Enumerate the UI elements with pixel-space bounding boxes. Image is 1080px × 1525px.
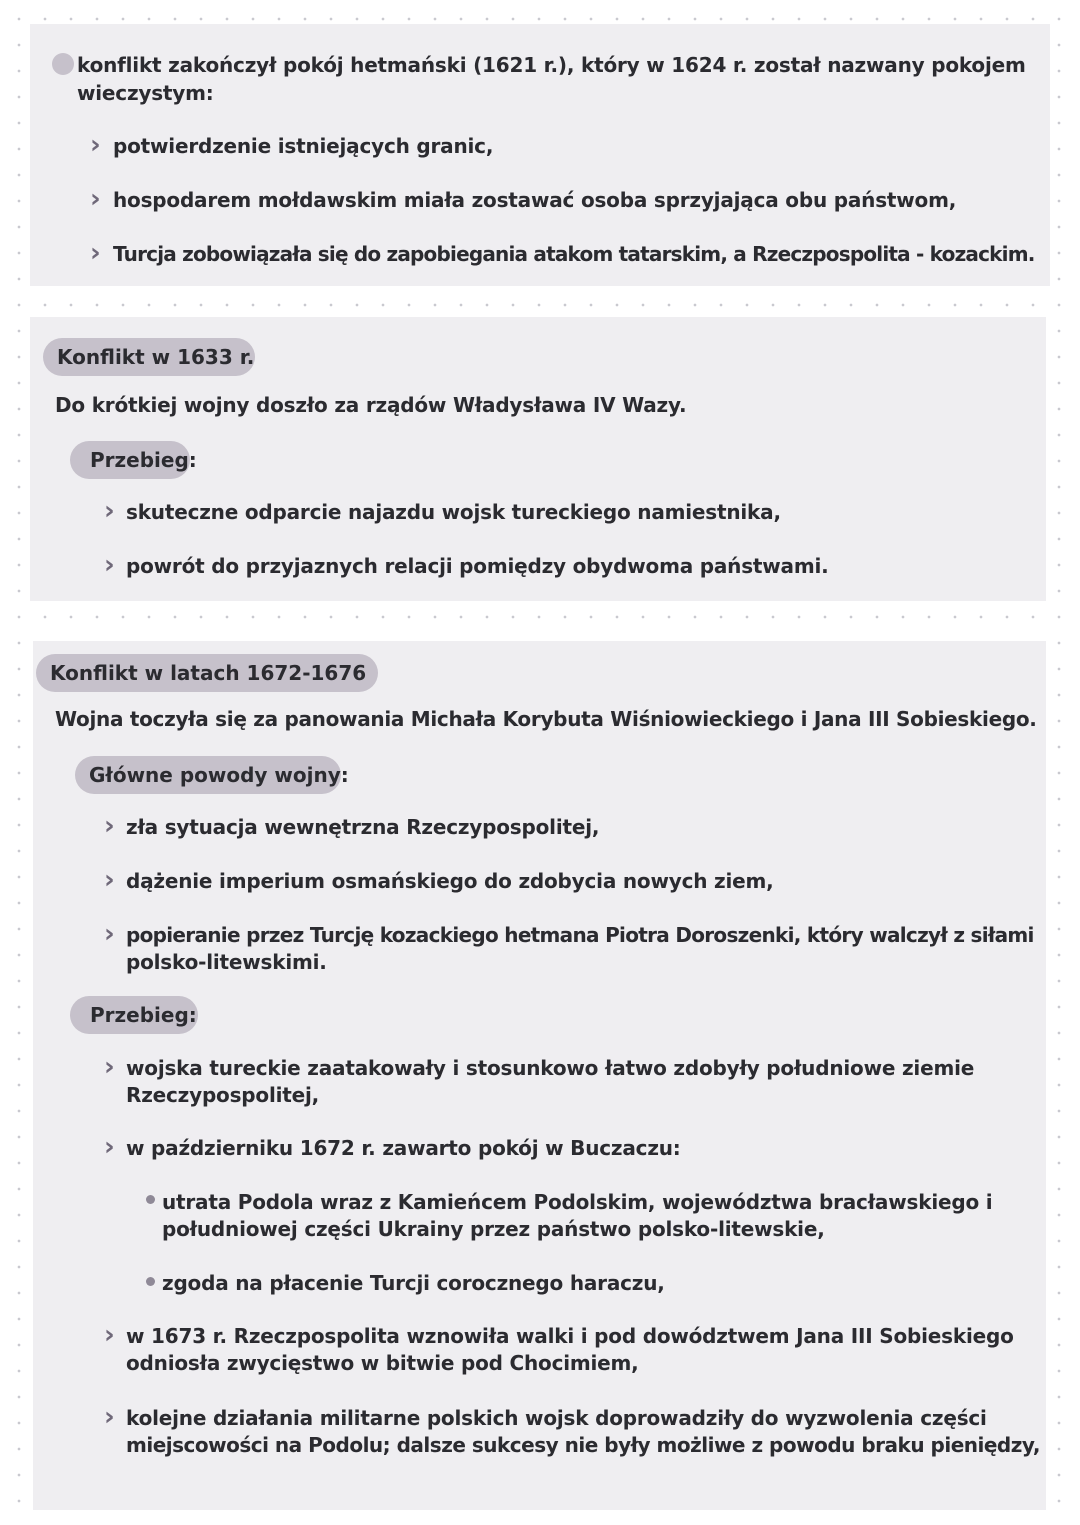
list-item: hospodarem mołdawskim miała zostawać osoba sprzyjająca obu państwom, [113,188,957,212]
list-item: kolejne działania militarne polskich wojsk doprowadziły do wyzwolenia części [126,1406,987,1430]
chevron-right-icon: › [104,865,115,895]
list-item-continued: odniosła zwycięstwo w bitwie pod Chocimiem, [126,1351,639,1375]
list-item: powrót do przyjaznych relacji pomiędzy obydwoma państwami. [126,554,829,578]
course-label: Przebieg: [70,441,190,479]
chevron-right-icon: › [104,496,115,526]
list-item: w październiku 1672 r. zawarto pokój w Buczaczu: [126,1136,681,1160]
sub-list-item: utrata Podola wraz z Kamieńcem Podolskim, województwa bracławskiego i [162,1190,993,1214]
chevron-right-icon: › [104,1132,115,1162]
bullet-dot-icon [146,1277,155,1286]
intro-text-line2: wieczystym: [77,81,214,105]
chevron-right-icon: › [90,184,101,214]
list-item: dążenie imperium osmańskiego do zdobycia nowych ziem, [126,869,774,893]
chevron-right-icon: › [104,1320,115,1350]
chevron-right-icon: › [104,550,115,580]
intro-text-line1: konflikt zakończył pokój hetmański (1621 r.), który w 1624 r. został nazwany pokojem [77,53,1026,77]
list-item: zła sytuacja wewnętrzna Rzeczypospolitej, [126,815,600,839]
section-intro: Wojna toczyła się za panowania Michała Korybuta Wiśniowieckiego i Jana III Sobieskiego. [55,707,1037,731]
list-item: potwierdzenie istniejących granic, [113,134,494,158]
chevron-right-icon: › [104,1402,115,1432]
list-item: w 1673 r. Rzeczpospolita wznowiła walki i pod dowództwem Jana III Sobieskiego [126,1324,1014,1348]
section-title: Konflikt w 1633 r. [43,338,255,376]
list-item: skuteczne odparcie najazdu wojsk tureckiego namiestnika, [126,500,781,524]
chevron-right-icon: › [104,1052,115,1082]
section-title: Konflikt w latach 1672-1676 [36,654,378,692]
list-item: Turcja zobowiązała się do zapobiegania atakom tatarskim, a Rzeczpospolita - kozackim. [113,242,1035,266]
course-label: Przebieg: [70,996,198,1034]
section-marker-circle-icon [52,53,74,75]
list-item: wojska tureckie zaatakowały i stosunkowo łatwo zdobyły południowe ziemie [126,1056,975,1080]
list-item-continued: Rzeczypospolitej, [126,1083,320,1107]
sub-list-item: zgoda na płacenie Turcji corocznego haraczu, [162,1271,665,1295]
section-intro: Do krótkiej wojny doszło za rządów Władysława IV Wazy. [55,393,687,417]
sub-list-item-continued: południowej części Ukrainy przez państwo polsko-litewskie, [162,1217,825,1241]
bullet-dot-icon [146,1195,155,1204]
list-item-continued: miejscowości na Podolu; dalsze sukcesy nie były możliwe z powodu braku pieniędzy, [126,1433,1040,1457]
chevron-right-icon: › [90,130,101,160]
chevron-right-icon: › [90,238,101,268]
causes-label: Główne powody wojny: [75,756,341,794]
list-item-continued: polsko-litewskimi. [126,950,327,974]
chevron-right-icon: › [104,811,115,841]
list-item: popieranie przez Turcję kozackiego hetmana Piotra Doroszenki, który walczył z siłami [126,923,1034,947]
chevron-right-icon: › [104,919,115,949]
